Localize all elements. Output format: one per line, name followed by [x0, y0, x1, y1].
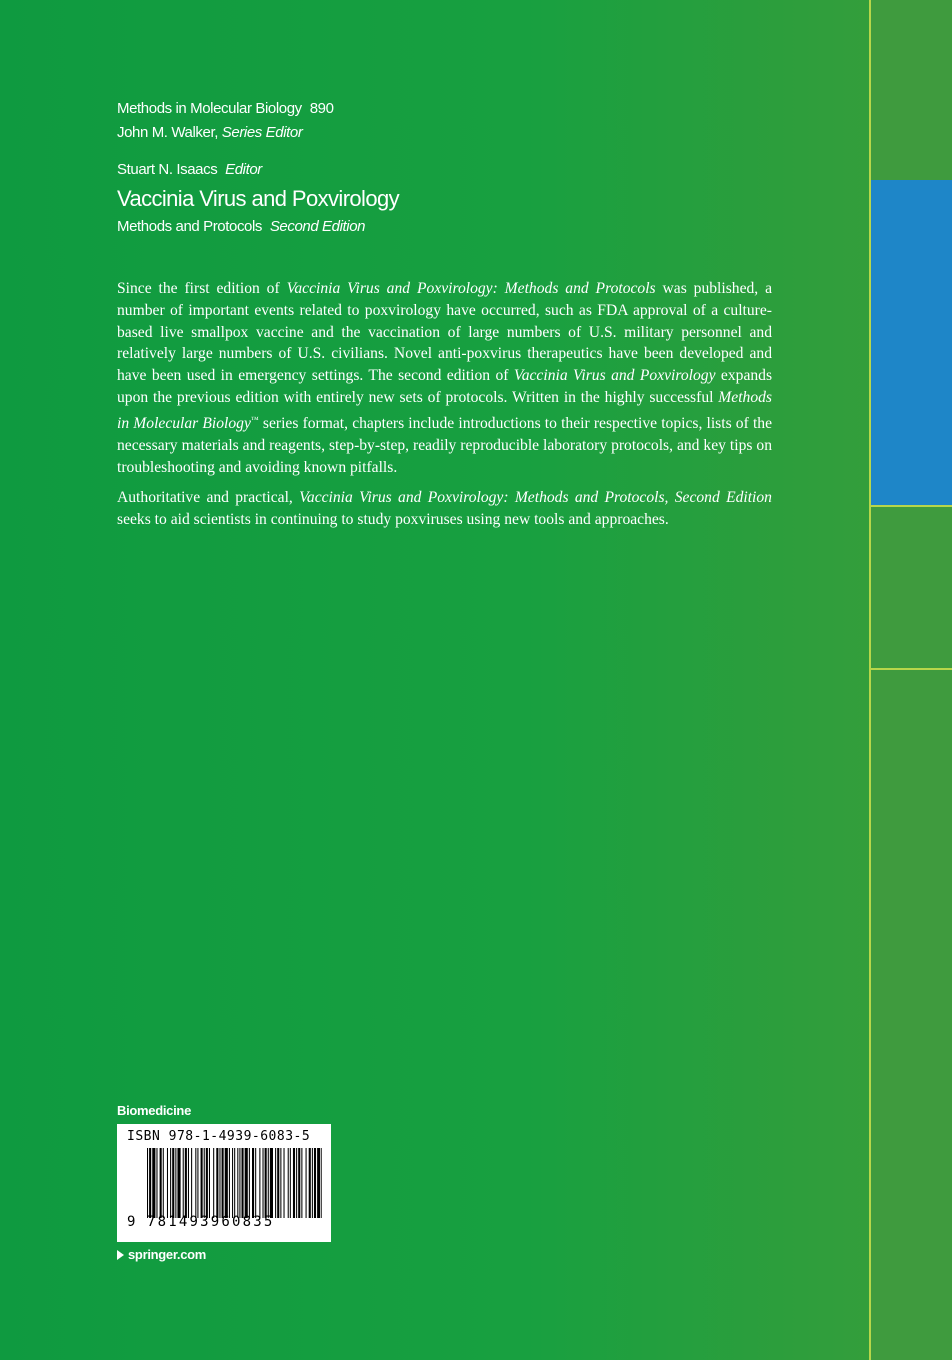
subject-category: Biomedicine — [117, 1103, 191, 1118]
barcode-bar — [152, 1148, 155, 1218]
book-title: Vaccinia Virus and Poxvirology — [117, 186, 400, 211]
barcode-bar — [177, 1148, 180, 1218]
barcode-bar — [255, 1148, 256, 1218]
series-editor — [117, 124, 302, 141]
barcode-bar — [219, 1148, 220, 1218]
desc-text: Authoritative and practical, — [117, 489, 300, 507]
barcode-bar — [160, 1148, 162, 1218]
barcode-bar — [222, 1148, 224, 1218]
description — [117, 278, 772, 540]
desc-text: Since the first edition of — [117, 280, 287, 297]
barcode-bar — [201, 1148, 203, 1218]
barcode-bar — [280, 1148, 281, 1218]
barcode-bar — [284, 1148, 285, 1218]
barcode-bar — [147, 1148, 148, 1218]
barcode-bar — [314, 1148, 316, 1218]
barcode-bar — [172, 1148, 174, 1218]
barcode-bar — [209, 1148, 210, 1218]
barcode-bar — [263, 1148, 264, 1218]
barcode-bar — [293, 1148, 295, 1218]
barcode-bar — [229, 1148, 230, 1218]
ean-digits: 781493960835 — [147, 1214, 275, 1230]
barcode-bar — [170, 1148, 171, 1218]
desc-text: series format, chapters include introductions to their respective topics, lists of the necessary materials and reagents, step-by-step, readily reproducible laboratory protocols, and key tips on troubleshooting and avoiding known pitfalls. — [117, 414, 772, 476]
barcode-bar — [188, 1148, 189, 1218]
barcode-bar — [265, 1148, 267, 1218]
barcode-bar — [290, 1148, 291, 1218]
barcode-bar — [239, 1148, 240, 1218]
book-editor-name: Stuart N. Isaacs — [117, 161, 218, 178]
barcode-bar — [191, 1148, 192, 1218]
barcode-bar — [317, 1148, 320, 1218]
barcode-bar — [259, 1148, 260, 1218]
barcode-bar — [252, 1148, 254, 1218]
desc-text: was published, a number of important events related to poxvirology have occurred, such as FDA approval of a culture-based live smallpox vaccine and the vaccination of large numbers of U.S. military personnel and relatively large numbers of U.S. civilians. Novel anti-poxvirus therapeutics have been developed and have been used in emergency settings. The second edition of — [117, 280, 773, 385]
series-editor-role: Series Editor — [221, 124, 303, 141]
barcode-bar — [204, 1148, 205, 1218]
desc-italic: Vaccinia Virus and Poxvirology: Methods and Protocols, Second Edition — [299, 489, 772, 507]
barcode-bar — [301, 1148, 302, 1218]
barcode-bar — [149, 1148, 151, 1218]
barcode-bar — [156, 1148, 157, 1218]
barcode-bar — [216, 1148, 218, 1218]
spine-hline-2 — [871, 668, 952, 670]
isbn-barcode — [117, 1124, 331, 1242]
barcode-bar — [321, 1148, 322, 1218]
series-name: Methods in Molecular Biology — [117, 100, 302, 117]
book-edition: Second Edition — [269, 218, 366, 235]
arrow-right-icon — [117, 1250, 124, 1260]
barcode-bar — [206, 1148, 208, 1218]
desc-text: seeks to aid scientists in continuing to study poxviruses using new tools and approaches. — [117, 511, 669, 529]
barcode-bar — [249, 1148, 250, 1218]
spine-hline-1 — [871, 505, 952, 507]
barcode-bar — [163, 1148, 164, 1218]
barcode-bars — [147, 1148, 322, 1218]
desc-italic: Methods in Molecular Biology — [117, 388, 772, 432]
barcode-bar — [312, 1148, 313, 1218]
barcode-bar — [270, 1148, 273, 1218]
description-paragraph-1 — [117, 278, 772, 478]
trademark-symbol: ™ — [250, 414, 259, 424]
barcode-bar — [296, 1148, 297, 1218]
barcode-bar — [195, 1148, 196, 1218]
series-number: 890 — [309, 100, 334, 117]
book-editor-role: Editor — [225, 161, 262, 178]
barcode-bar — [175, 1148, 176, 1218]
website-text: springer.com — [128, 1247, 207, 1262]
book-subtitle-text: Methods and Protocols — [117, 218, 263, 235]
barcode-bar — [232, 1148, 233, 1218]
website-link[interactable] — [117, 1247, 206, 1262]
barcode-bar — [288, 1148, 289, 1218]
barcode-bar — [309, 1148, 311, 1218]
spine-blue-block — [871, 180, 952, 505]
barcode-bar — [275, 1148, 276, 1218]
series-editor-name: John M. Walker, — [117, 124, 218, 141]
book-editor — [117, 161, 262, 178]
barcode-bar — [185, 1148, 187, 1218]
barcode-bar — [268, 1148, 269, 1218]
desc-italic: Vaccinia Virus and Poxvirology — [513, 367, 716, 385]
barcode-bar — [183, 1148, 184, 1218]
barcode-bar — [242, 1148, 244, 1218]
barcode-bar — [213, 1148, 214, 1218]
barcode-bar — [298, 1148, 300, 1218]
isbn-label: ISBN 978-1-4939-6083-5 — [127, 1129, 311, 1144]
desc-text: expands upon the previous edition with entirely new sets of protocols. Written in the highly successful — [117, 367, 773, 406]
barcode-bar — [197, 1148, 198, 1218]
book-subtitle — [117, 218, 365, 235]
ean-first-digit: 9 — [127, 1214, 136, 1230]
barcode-bar — [234, 1148, 235, 1218]
barcode-bar — [306, 1148, 307, 1218]
barcode-bar — [237, 1148, 238, 1218]
series-title — [117, 100, 334, 117]
barcode-bar — [245, 1148, 248, 1218]
description-paragraph-2 — [117, 487, 772, 531]
barcode-bar — [167, 1148, 168, 1218]
barcode-bar — [225, 1148, 228, 1218]
barcode-bar — [277, 1148, 279, 1218]
desc-italic: Vaccinia Virus and Poxvirology: Methods and Protocols — [286, 280, 656, 297]
